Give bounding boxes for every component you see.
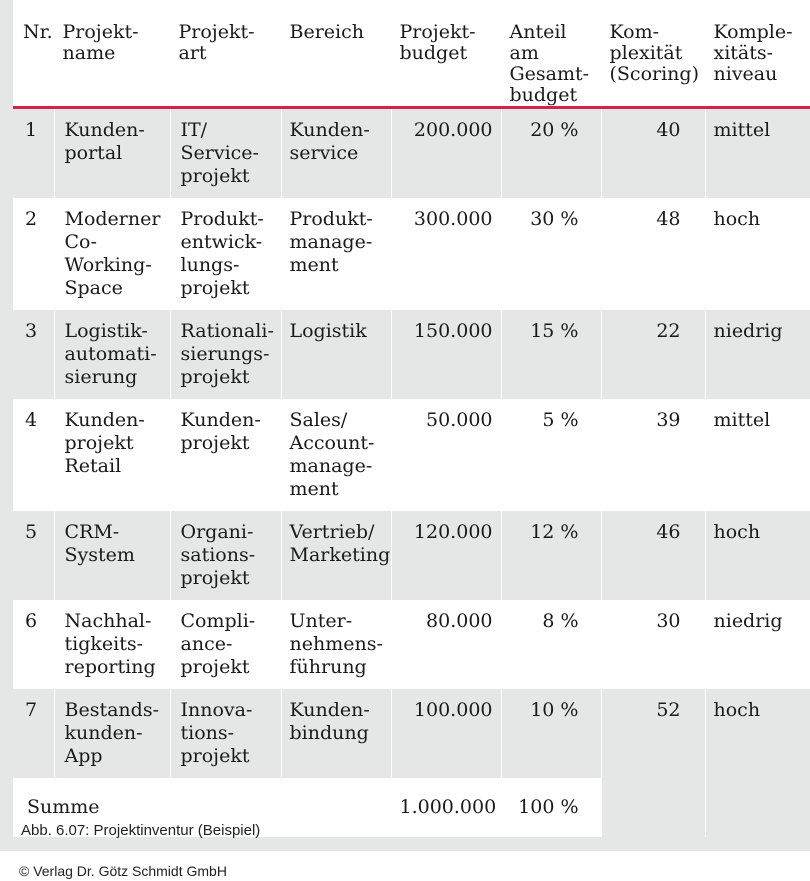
cell-area: Kunden- service: [281, 108, 391, 199]
cell-name: Moderner Co- Working- Space: [54, 198, 170, 310]
cell-area: Unter- nehmens- führung: [281, 600, 391, 689]
cell-area: Vertrieb/ Marketing: [281, 511, 391, 600]
table-row: [13, 310, 810, 399]
cell-budget: 300.000: [391, 198, 501, 310]
cell-share: 12 %: [501, 511, 601, 600]
cell-score: 52: [601, 689, 705, 778]
cell-share: 30 %: [501, 198, 601, 310]
table-row: [13, 689, 810, 778]
table-row: [13, 399, 810, 511]
figure-caption: Abb. 6.07: Projektinventur (Beispiel): [21, 822, 261, 839]
cell-level: niedrig: [713, 610, 783, 632]
total-empty: [601, 778, 705, 837]
total-budget: 1.000.000: [391, 778, 501, 837]
cell-level: mittel: [713, 119, 771, 141]
cell-nr: 4: [13, 399, 54, 511]
cell-share: 5 %: [501, 399, 601, 511]
cell-nr: 3: [13, 310, 54, 399]
cell-share: 20 %: [501, 108, 601, 199]
cell-level: hoch: [713, 699, 761, 721]
cell-art: Organi- sations- projekt: [170, 511, 281, 600]
table-row: [13, 108, 810, 199]
cell-budget: 150.000: [391, 310, 501, 399]
header-level: Komple- xitäts- niveau: [705, 0, 810, 108]
cell-score: 30: [601, 600, 705, 689]
header-score: Kom- plexität (Scoring): [601, 0, 705, 108]
header-budget: Projekt- budget: [391, 0, 501, 108]
copyright-notice: © Verlag Dr. Götz Schmidt GmbH: [19, 863, 227, 879]
cell-budget: 50.000: [391, 399, 501, 511]
table-row: [13, 600, 810, 689]
header-row: [13, 0, 810, 108]
project-inventory-table: [13, 0, 810, 837]
cell-art: Innova- tions- projekt: [170, 689, 281, 778]
cell-art: Compli- ance- projekt: [170, 600, 281, 689]
cell-name: Kunden- portal: [54, 108, 170, 199]
header-art: Projekt- art: [170, 0, 281, 108]
cell-name: Nachhal- tigkeits- reporting: [54, 600, 170, 689]
cell-level: hoch: [713, 521, 761, 543]
cell-art: IT/ Service- projekt: [170, 108, 281, 199]
cell-name: Kunden- projekt Retail: [54, 399, 170, 511]
cell-level: niedrig: [713, 320, 783, 342]
total-empty: [705, 778, 810, 837]
cell-area: Kunden- bindung: [281, 689, 391, 778]
header-name: Projekt- name: [54, 0, 170, 108]
table-row: [13, 511, 810, 600]
cell-nr: 5: [13, 511, 54, 600]
cell-area: Logistik: [281, 310, 391, 399]
header-share: Anteil am Gesamt- budget: [501, 0, 601, 108]
table-row: [13, 198, 810, 310]
cell-name: CRM- System: [54, 511, 170, 600]
cell-nr: 6: [13, 600, 54, 689]
total-label: Summe: [13, 778, 391, 837]
cell-score: 39: [601, 399, 705, 511]
cell-nr: 7: [13, 689, 54, 778]
header-area: Bereich: [281, 0, 391, 108]
cell-name: Logistik- automati- sierung: [54, 310, 170, 399]
cell-art: Kunden- projekt: [170, 399, 281, 511]
cell-level: mittel: [713, 409, 771, 431]
cell-score: 48: [601, 198, 705, 310]
cell-art: Rationali- sierungs- projekt: [170, 310, 281, 399]
cell-budget: 100.000: [391, 689, 501, 778]
cell-nr: 1: [13, 108, 54, 199]
cell-share: 15 %: [501, 310, 601, 399]
cell-name: Bestands- kunden- App: [54, 689, 170, 778]
cell-art: Produkt- entwick- lungs- projekt: [170, 198, 281, 310]
cell-level: hoch: [713, 208, 761, 230]
cell-area: Sales/ Account- manage- ment: [281, 399, 391, 511]
total-share: 100 %: [501, 778, 601, 837]
cell-score: 22: [601, 310, 705, 399]
cell-share: 8 %: [501, 600, 601, 689]
cell-area: Produkt- manage- ment: [281, 198, 391, 310]
cell-budget: 120.000: [391, 511, 501, 600]
cell-budget: 200.000: [391, 108, 501, 199]
cell-score: 46: [601, 511, 705, 600]
cell-score: 40: [601, 108, 705, 199]
header-nr: Nr.: [13, 0, 54, 108]
cell-share: 10 %: [501, 689, 601, 778]
cell-budget: 80.000: [391, 600, 501, 689]
cell-nr: 2: [13, 198, 54, 310]
